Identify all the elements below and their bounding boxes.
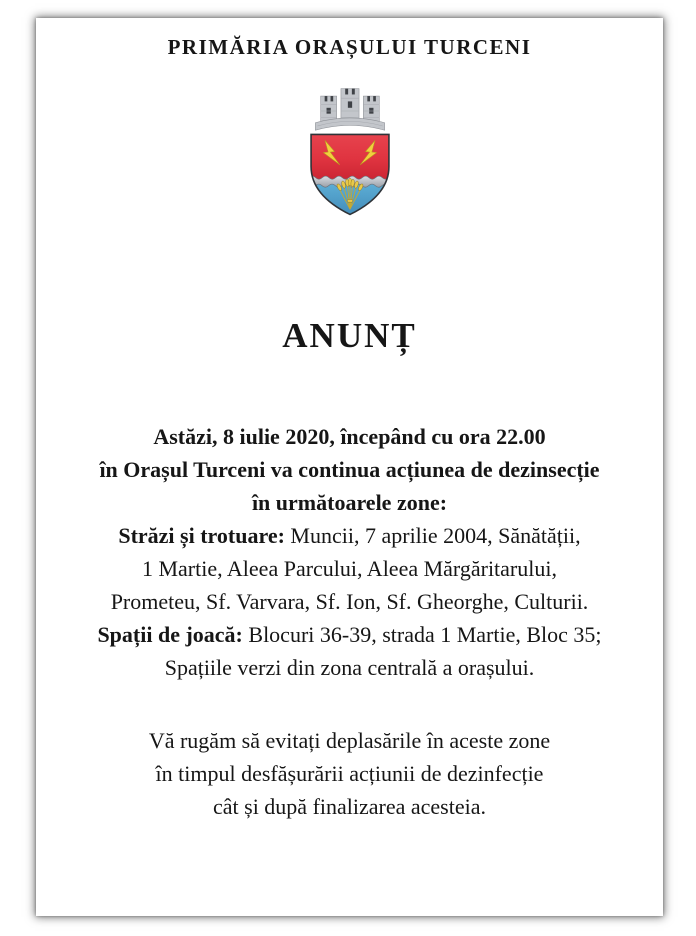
intro-line: în următoarele zone: — [251, 490, 448, 515]
mural-crown — [315, 89, 384, 131]
announcement-sheet — [36, 18, 663, 916]
coat-of-arms-icon — [294, 80, 406, 222]
playgrounds-text: Blocuri 36-39, strada 1 Martie, Bloc 35; — [242, 622, 602, 647]
playgrounds-line — [36, 618, 663, 651]
intro-line: în Orașul Turceni va continua acțiunea de dezinsecție — [99, 457, 600, 482]
coat-of-arms — [294, 80, 406, 222]
streets-text: Muncii, 7 aprilie 2004, Sănătății, — [284, 523, 581, 548]
municipality-header: PRIMĂRIA ORAȘULUI TURCENI — [167, 35, 532, 59]
page-title: ANUNȚ — [282, 316, 417, 355]
closing-line: în timpul desfășurării acțiunii de dezinfecție — [155, 761, 544, 786]
streets-line: Prometeu, Sf. Varvara, Sf. Ion, Sf. Gheorghe, Culturii. — [110, 589, 589, 614]
playgrounds-line: Spațiile verzi din zona centrală a orașului. — [164, 655, 535, 680]
playgrounds-paragraph — [36, 618, 663, 684]
intro-line: Astăzi, 8 iulie 2020, începând cu ora 22.00 — [153, 424, 546, 449]
streets-paragraph — [36, 519, 663, 618]
intro-paragraph — [36, 420, 663, 519]
closing-paragraph — [36, 724, 663, 823]
shield — [308, 133, 394, 222]
playgrounds-label: Spații de joacă: — [97, 622, 243, 647]
streets-line: 1 Martie, Aleea Parcului, Aleea Mărgăritarului, — [141, 556, 557, 581]
streets-label: Străzi și trotuare: — [118, 523, 285, 548]
closing-line: Vă rugăm să evitați deplasările în aceste zone — [148, 728, 551, 753]
streets-line — [36, 519, 663, 552]
closing-line: cât și după finalizarea acesteia. — [212, 794, 486, 819]
